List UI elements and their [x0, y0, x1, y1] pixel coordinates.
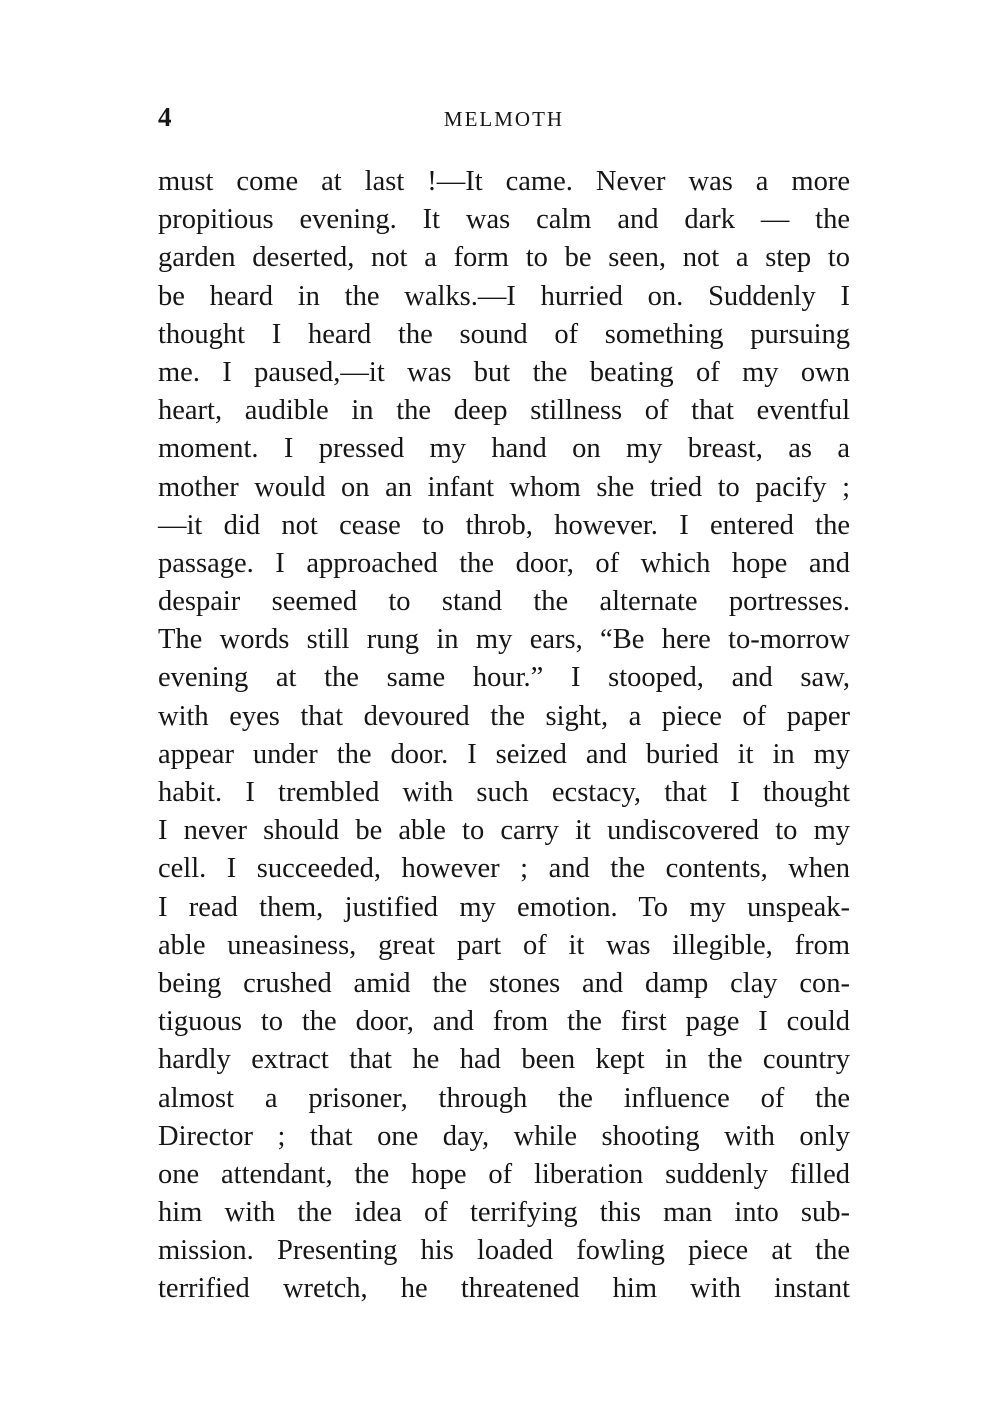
text-line: heart, audible in the deep stillness of that eventful — [158, 395, 850, 427]
text-line: I never should be able to carry it undiscovered to my — [158, 815, 850, 847]
text-line: evening at the same hour.” I stooped, and saw, — [158, 662, 850, 694]
text-line: me. I paused,—it was but the beating of my own — [158, 356, 850, 388]
text-line: one attendant, the hope of liberation suddenly filled — [158, 1158, 850, 1190]
text-line: must come at last !—It came. Never was a more — [158, 166, 850, 197]
text-line: —it did not cease to throb, however. I entered the — [158, 509, 850, 541]
text-line: Director ; that one day, while shooting with only — [158, 1120, 850, 1152]
text-line: terrified wretch, he threatened him with instant — [158, 1273, 850, 1305]
text-line: propitious evening. It was calm and dark — the — [158, 204, 850, 236]
text-line: almost a prisoner, through the influence of the — [158, 1082, 850, 1114]
text-line: be heard in the walks.—I hurried on. Suddenly I — [158, 280, 850, 312]
text-line: him with the idea of terrifying this man into sub- — [158, 1197, 850, 1229]
text-line: tiguous to the door, and from the first page I could — [158, 1006, 850, 1038]
text-line: with eyes that devoured the sight, a piece of paper — [158, 700, 850, 732]
text-line: hardly extract that he had been kept in the country — [158, 1044, 850, 1076]
text-line: I read them, justified my emotion. To my unspeak- — [158, 891, 850, 923]
text-line: being crushed amid the stones and damp clay con- — [158, 967, 850, 999]
text-line: garden deserted, not a form to be seen, not a step to — [158, 242, 850, 274]
text-line: mission. Presenting his loaded fowling piece at the — [158, 1235, 850, 1267]
running-title: MELMOTH — [443, 107, 565, 131]
text-line: moment. I pressed my hand on my breast, as a — [158, 433, 850, 465]
page-number: 4 — [158, 102, 172, 132]
body-text — [158, 163, 850, 1309]
text-line: The words still rung in my ears, “Be here to-morrow — [158, 624, 850, 656]
text-line: mother would on an infant whom she tried to pacify ; — [158, 471, 850, 503]
text-line: appear under the door. I seized and buried it in my — [158, 738, 850, 770]
text-line: despair seemed to stand the alternate portresses. — [158, 586, 850, 618]
running-head — [158, 100, 850, 134]
text-line: able uneasiness, great part of it was illegible, from — [158, 929, 850, 961]
text-line: cell. I succeeded, however ; and the contents, when — [158, 853, 850, 885]
text-line: habit. I trembled with such ecstacy, that I thought — [158, 777, 850, 808]
text-line: passage. I approached the door, of which hope and — [158, 547, 850, 579]
text-line: thought I heard the sound of something pursuing — [158, 318, 850, 350]
